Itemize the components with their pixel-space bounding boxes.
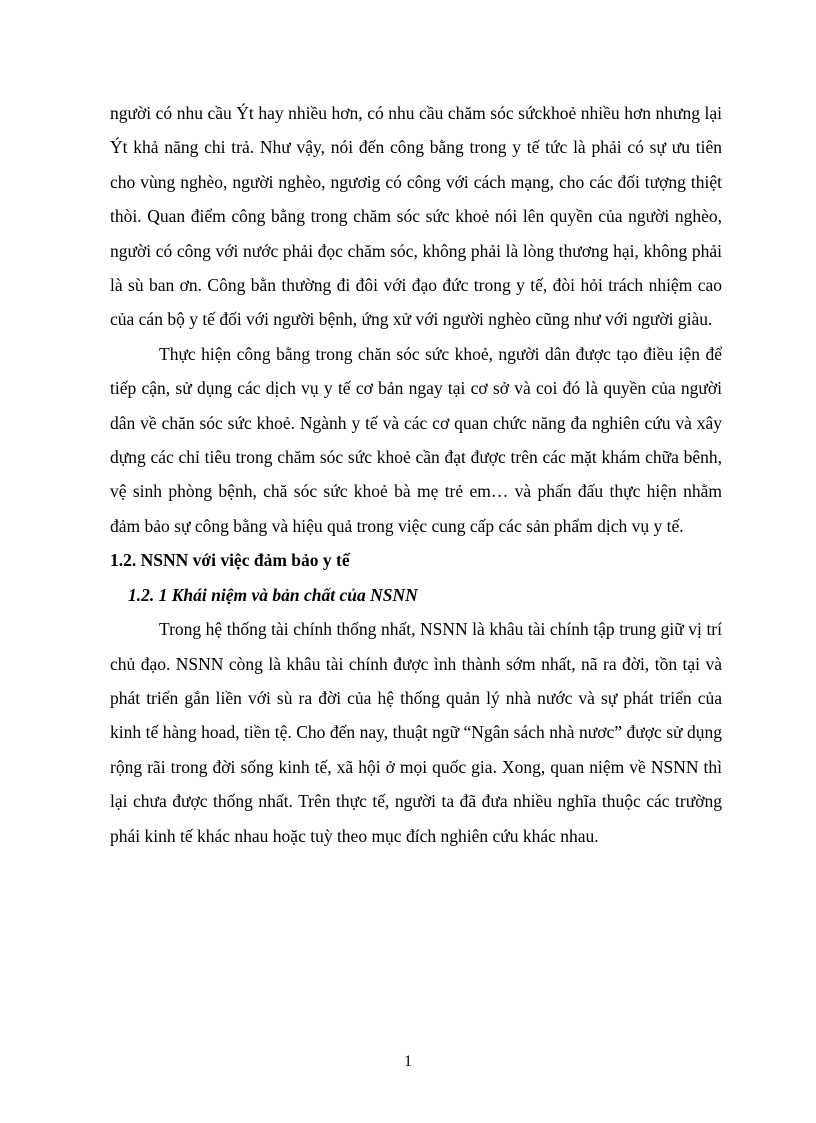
body-paragraph: Trong hệ thống tài chính thống nhất, NSNN là khâu tài chính tập trung giữ vị trí chủ đạo. NSNN còng là khâu tài chính được ình thành sớm nhất, nã ra đời, tồn tại và phát triển gắn liền với sù ra đời của hệ thống quản lý nhà nước và sự phát triển của kinh tế hàng hoad, tiền tệ. Cho đến nay, thuật ngữ “Ngân sách nhà nươc” được sử dụng rộng rãi trong đời sống kinh tế, xã hội ở mọi quốc gia. Xong, quan niệm về NSNN thì lại chưa được thống nhất. Trên thực tế, người ta đã đưa nhiều nghĩa thuộc các trường phái kinh tế khác nhau hoặc tuỳ theo mục đích nghiên cứu khác nhau. (110, 619, 722, 846)
page-number: 1 (404, 1053, 412, 1070)
body-paragraph: người có nhu cầu Ýt hay nhiều hơn, có nhu cầu chăm sóc sứckhoẻ nhiều hơn nhưng lại Ýt khả năng chi trả. Như vậy, nói đến công bằng trong y tế tức là phải có sự ưu tiên cho vùng nghèo, người nghèo, ngươig có công với cách mạng, cho các đối tượng thiệt thòi. Quan điểm công bằng trong chăm sóc sức khoẻ nói lên quyền của người nghèo, người có công với nước phải đọc chăm sóc, không phải là lòng thương hại, không phải là sù ban ơn. Công bằn thường đi đôi với đạo đức trong y tế, đòi hỏi trách nhiệm cao của cán bộ y tế đối với người bệnh, ứng xử với người nghèo cũng như với người giàu. (110, 103, 722, 330)
subsection-heading: 1.2. 1 Khái niệm và bản chất của NSNN (128, 584, 418, 605)
section-heading: 1.2. NSNN với việc đảm bảo y tế (110, 550, 350, 571)
page-body (110, 96, 722, 853)
body-paragraph: Thực hiện công bằng trong chăn sóc sức khoẻ, người dân được tạo điều iện để tiếp cận, sử dụng các dịch vụ y tế cơ bản ngay tại cơ sở và coi đó là quyền của người dân về chăn sóc sức khoẻ. Ngành y tế và các cơ quan chức năng đa nghiên cứu và xây dựng các chỉ tiêu trong chăm sóc sức khoẻ cần đạt được trên các mặt khám chữa bênh, vệ sinh phòng bệnh, chă sóc sức khoẻ bà mẹ trẻ em… và phấn đấu thực hiện nhằm đảm bảo sự công bằng và hiệu quả trong việc cung cấp các sản phẩm dịch vụ y tế. (110, 343, 722, 536)
